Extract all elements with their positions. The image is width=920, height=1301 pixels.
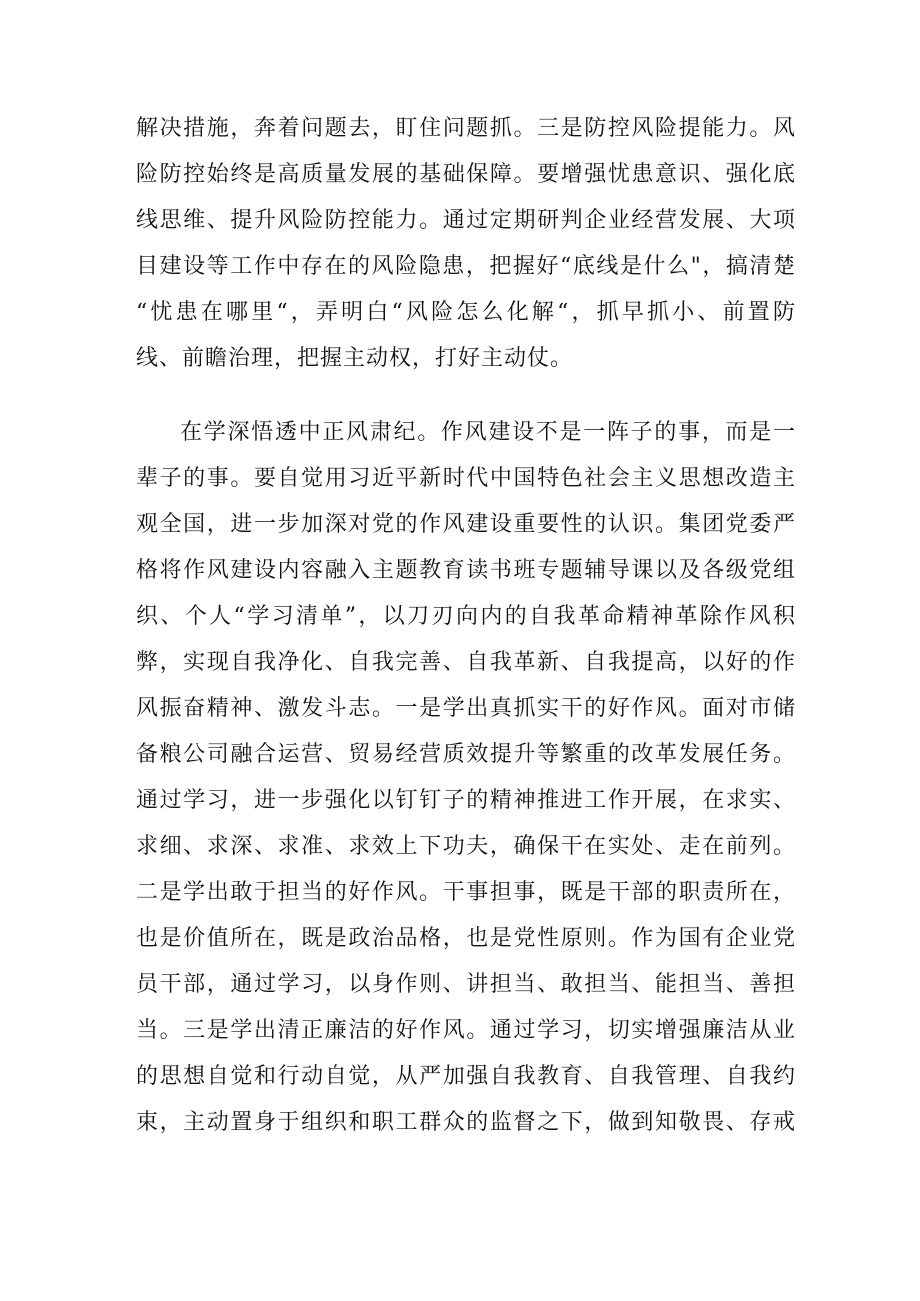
text-line: 束，主动置身于组织和职工群众的监督之下，做到知敬畏、存戒 xyxy=(136,1110,796,1135)
text-line: 弊，实现自我净化、自我完善、自我革新、自我提高，以好的作 xyxy=(136,650,796,675)
text-line: 辈子的事。要自觉用习近平新时代中国特色社会主义思想改造主 xyxy=(136,466,796,491)
text-line: 在学深悟透中正风肃纪。作风建设不是一阵子的事，而是一 xyxy=(180,420,796,445)
text-line: “忧患在哪里“，弄明白“风险怎么化解“，抓早抓小、前置防 xyxy=(136,300,796,325)
text-line: 险防控始终是高质量发展的基础保障。要增强忧患意识、强化底 xyxy=(136,162,796,187)
text-line: 的思想自觉和行动自觉，从严加强自我教育、自我管理、自我约 xyxy=(136,1064,796,1089)
text-line: 格将作风建设内容融入主题教育读书班专题辅导课以及各级党组 xyxy=(136,558,796,583)
text-line: 通过学习，进一步强化以钉钉子的精神推进工作开展，在求实、 xyxy=(136,788,796,813)
text-line: 织、个人“学习清单”，以刀刃向内的自我革命精神革除作风积 xyxy=(136,604,796,629)
text-line: 观全国，进一步加深对党的作风建设重要性的认识。集团党委严 xyxy=(136,512,796,537)
text-line: 线、前瞻治理，把握主动权，打好主动仗。 xyxy=(136,346,574,371)
text-line: 风振奋精神、激发斗志。一是学出真抓实干的好作风。面对市储 xyxy=(136,696,796,721)
text-line: 求细、求深、求准、求效上下功夫，确保干在实处、走在前列。 xyxy=(136,834,796,859)
text-line: 目建设等工作中存在的风险隐患，把握好“底线是什么"，搞清楚 xyxy=(136,254,796,279)
text-line: 二是学出敢于担当的好作风。干事担事，既是干部的职责所在， xyxy=(136,880,796,905)
text-line: 解决措施，奔着问题去，盯住问题抓。三是防控风险提能力。风 xyxy=(136,116,796,141)
paragraph-risk-control xyxy=(136,106,796,382)
text-line: 当。三是学出清正廉洁的好作风。通过学习，切实增强廉洁从业 xyxy=(136,1018,796,1043)
paragraph-work-style xyxy=(136,410,796,1146)
text-line: 也是价值所在，既是政治品格，也是党性原则。作为国有企业党 xyxy=(136,926,796,951)
text-line: 备粮公司融合运营、贸易经营质效提升等繁重的改革发展任务。 xyxy=(136,742,796,767)
text-line: 线思维、提升风险防控能力。通过定期研判企业经营发展、大项 xyxy=(136,208,796,233)
text-line: 员干部，通过学习，以身作则、讲担当、敢担当、能担当、善担 xyxy=(136,972,796,997)
